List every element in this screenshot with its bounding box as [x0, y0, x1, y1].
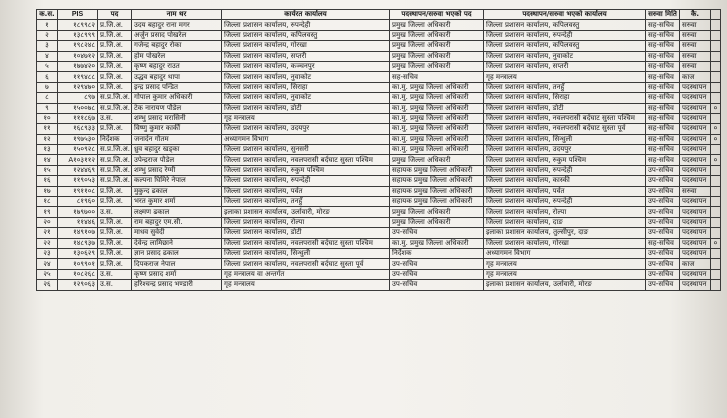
row-sn: ९: [37, 103, 58, 113]
row-name: माधव सुवेदी: [132, 228, 222, 238]
row-remark: सरुवा: [680, 186, 711, 196]
row-level: उप-सचिव: [646, 248, 680, 258]
row-office: जिल्ला प्रशासन कार्यालय, उदयपुर: [484, 145, 646, 155]
row-post: का.मु. प्रमुख जिल्ला अधिकारी: [390, 134, 484, 144]
row-remark: पदस्थापन: [680, 197, 711, 207]
row-post: उप-सचिव: [390, 259, 484, 269]
row-name: भरत कुमार शर्मा: [132, 197, 222, 207]
row-rank: उ.स.: [98, 113, 132, 123]
header-level-to: सरुवा मिति: [646, 10, 680, 20]
table-row: [37, 259, 721, 269]
row-level: उप-सचिव: [646, 280, 680, 290]
header-rank: पद: [98, 10, 132, 20]
row-level: सह-सचिव: [646, 41, 680, 51]
row-rank: प्र.जि.अ.: [98, 72, 132, 82]
row-name: हरिश्चन्द्र प्रसाद भण्डारी: [132, 280, 222, 290]
row-office: जिल्ला प्रशासन कार्यालय, तनहुँ: [484, 82, 646, 92]
row-current-office: जिल्ला प्रशासन कार्यालय, नवलपरासी बर्दघाट सुस्ता पश्चिम: [222, 155, 390, 165]
table-row: [37, 165, 721, 175]
row-office: जिल्ला प्रशासन कार्यालय, सिराहा: [484, 93, 646, 103]
row-name: राम बहादुर एम.सी.: [132, 217, 222, 227]
row-pis: ८९७: [58, 93, 98, 103]
row-name: गोपाल कुमार अधिकारी: [132, 93, 222, 103]
row-note: ०: [711, 238, 721, 248]
row-post: प्रमुख जिल्ला अधिकारी: [390, 217, 484, 227]
row-note: [711, 207, 721, 217]
row-note: ०: [711, 124, 721, 134]
row-name: विष्णु कुमार कार्की: [132, 124, 222, 134]
row-note: [711, 228, 721, 238]
row-office: जिल्ला प्रशासन कार्यालय, रोल्पा: [484, 207, 646, 217]
row-remark: सरुवा: [680, 20, 711, 30]
row-name: उपेन्द्रराज पौडेल: [132, 155, 222, 165]
row-name: कृष्ण बहादुर राउत: [132, 61, 222, 71]
row-rank: प्र.जि.अ.: [98, 30, 132, 40]
row-post: का.मु. प्रमुख जिल्ला अधिकारी: [390, 124, 484, 134]
table-row: [37, 186, 721, 196]
row-sn: ४: [37, 51, 58, 61]
row-pis: ११९०५३: [58, 176, 98, 186]
table-row: [37, 113, 721, 123]
row-post: सहायक प्रमुख जिल्ला अधिकारी: [390, 176, 484, 186]
row-post: सहायक प्रमुख जिल्ला अधिकारी: [390, 165, 484, 175]
table-row: [37, 207, 721, 217]
row-post: का.मु. प्रमुख जिल्ला अधिकारी: [390, 238, 484, 248]
row-level: सह-सचिव: [646, 103, 680, 113]
row-remark: पदस्थापन: [680, 217, 711, 227]
row-office: अध्यागमन विभाग: [484, 248, 646, 258]
row-name: उद्धव बहादुर थापा: [132, 72, 222, 82]
row-rank: प्र.जि.अ.: [98, 217, 132, 227]
row-rank: स.प्र.जि.अ.: [98, 103, 132, 113]
row-current-office: जिल्ला प्रशासन कार्यालय, सुनसरी: [222, 145, 390, 155]
row-note: ०: [711, 103, 721, 113]
row-current-office: गृह मन्त्रालय: [222, 280, 390, 290]
row-note: [711, 145, 721, 155]
row-note: ०: [711, 155, 721, 165]
row-remark: सरुवा: [680, 51, 711, 61]
table-row: [37, 145, 721, 155]
row-pis: १९८२४८: [58, 41, 98, 51]
row-sn: १०: [37, 113, 58, 123]
row-remark: पदस्थापन: [680, 82, 711, 92]
row-pis: १३०६२९: [58, 248, 98, 258]
row-current-office: गृह मन्त्रालय: [222, 113, 390, 123]
row-rank: उ.स.: [98, 207, 132, 217]
row-pis: १२४४६९: [58, 165, 98, 175]
table-row: [37, 269, 721, 279]
table-header-row: [37, 10, 721, 20]
row-remark: पदस्थापन: [680, 124, 711, 134]
row-current-office: जिल्ला प्रशासन कार्यालय, रुकुम पश्चिम: [222, 165, 390, 175]
row-remark: सरुवा: [680, 30, 711, 40]
row-post: का.मु. प्रमुख जिल्ला अधिकारी: [390, 82, 484, 92]
table-row: [37, 197, 721, 207]
header-note: [711, 10, 721, 20]
row-office: जिल्ला प्रशासन कार्यालय, कपिलवस्तु: [484, 20, 646, 30]
row-current-office: जिल्ला प्रशासन कार्यालय, तनहुँ: [222, 197, 390, 207]
row-note: [711, 186, 721, 196]
row-name: होम पोखरेल: [132, 51, 222, 61]
row-remark: पदस्थापन: [680, 207, 711, 217]
row-post: का.मु. प्रमुख जिल्ला अधिकारी: [390, 103, 484, 113]
table-row: [37, 124, 721, 134]
row-sn: ६: [37, 72, 58, 82]
row-level: सह-सचिव: [646, 113, 680, 123]
row-name: अर्जुन प्रसाद पोखरेल: [132, 30, 222, 40]
row-current-office: जिल्ला प्रशासन कार्यालय, सप्तरी: [222, 51, 390, 61]
header-post-from: पदस्थापन/सरुवा भएको पद: [390, 10, 484, 20]
table-row: [37, 280, 721, 290]
row-sn: २: [37, 30, 58, 40]
row-pis: १७९७००: [58, 207, 98, 217]
row-remark: काज: [680, 259, 711, 269]
row-sn: २१: [37, 228, 58, 238]
row-name: गजेन्द्र बहादुर रोका: [132, 41, 222, 51]
row-rank: प्र.जि.अ.: [98, 82, 132, 92]
row-post: सहायक प्रमुख जिल्ला अधिकारी: [390, 197, 484, 207]
header-name: नाम थर: [132, 10, 222, 20]
row-pis: ११९४८८: [58, 72, 98, 82]
row-current-office: जिल्ला प्रशासन कार्यालय, सिन्धुली: [222, 248, 390, 258]
row-level: सह-सचिव: [646, 72, 680, 82]
row-current-office: जिल्ला प्रशासन कार्यालय, रुपन्देही: [222, 176, 390, 186]
row-note: [711, 72, 721, 82]
row-current-office: इलाका प्रशासन कार्यालय, उर्लावारी, मोरङ: [222, 207, 390, 217]
row-level: उप-सचिव: [646, 228, 680, 238]
row-level: उप-सचिव: [646, 269, 680, 279]
row-note: [711, 41, 721, 51]
row-name: लक्ष्मण ढकाल: [132, 207, 222, 217]
row-remark: पदस्थापन: [680, 113, 711, 123]
row-sn: १२: [37, 134, 58, 144]
row-current-office: जिल्ला प्रशासन कार्यालय, पर्वत: [222, 186, 390, 196]
row-remark: पदस्थापन: [680, 103, 711, 113]
row-level: सह-सचिव: [646, 30, 680, 40]
row-rank: प्र.जि.अ.: [98, 124, 132, 134]
row-current-office: जिल्ला प्रशासन कार्यालय, नवलपरासी बर्दघाट सुस्ता पश्चिम: [222, 238, 390, 248]
row-level: उप-सचिव: [646, 207, 680, 217]
row-remark: पदस्थापन: [680, 238, 711, 248]
row-rank: प्र.जि.अ.: [98, 197, 132, 207]
row-note: [711, 113, 721, 123]
row-post: प्रमुख जिल्ला अधिकारी: [390, 207, 484, 217]
row-sn: ११: [37, 124, 58, 134]
row-level: उप-सचिव: [646, 259, 680, 269]
row-remark: पदस्थापन: [680, 134, 711, 144]
row-note: [711, 51, 721, 61]
row-remark: सरुवा: [680, 41, 711, 51]
row-level: सह-सचिव: [646, 20, 680, 30]
row-sn: ३: [37, 41, 58, 51]
row-name: टेक नारायण पौडेल: [132, 103, 222, 113]
row-current-office: जिल्ला प्रशासन कार्यालय, कपिलवस्तु: [222, 30, 390, 40]
row-pis: १९७५३०: [58, 134, 98, 144]
row-post: प्रमुख जिल्ला अधिकारी: [390, 30, 484, 40]
row-pis: ८१९६०: [58, 197, 98, 207]
header-current-office: कार्यरत कार्यालय: [222, 10, 390, 20]
row-rank: प्र.जि.अ.: [98, 238, 132, 248]
table-row: [37, 82, 721, 92]
row-office: जिल्ला प्रशासन कार्यालय, नवलपरासी बर्दघाट सुस्ता पूर्व: [484, 124, 646, 134]
row-note: ०: [711, 134, 721, 144]
row-office: जिल्ला प्रशासन कार्यालय, कपिलवस्तु: [484, 41, 646, 51]
table-row: [37, 72, 721, 82]
row-sn: २३: [37, 248, 58, 258]
row-pis: १०९९०१: [58, 259, 98, 269]
row-name: शम्भु प्रसाद मरासिनी: [132, 113, 222, 123]
row-remark: पदस्थापन: [680, 155, 711, 165]
row-office: जिल्ला प्रशासन कार्यालय, रुपन्देही: [484, 197, 646, 207]
table-row: [37, 61, 721, 71]
row-rank: निर्देशक: [98, 134, 132, 144]
row-sn: ७: [37, 82, 58, 92]
row-office: जिल्ला प्रशासन कार्यालय, डोटी: [484, 103, 646, 113]
row-office: जिल्ला प्रशासन कार्यालय, नवलपरासी बर्दघाट सुस्ता पश्चिम: [484, 113, 646, 123]
row-name: जनार्दन गौतम: [132, 134, 222, 144]
row-sn: १६: [37, 176, 58, 186]
header-office-to: पदस्थापन/सरुवा भएको कार्यालय: [484, 10, 646, 20]
row-level: सह-सचिव: [646, 124, 680, 134]
row-name: उदय बहादुर राना मगर: [132, 20, 222, 30]
row-post: प्रमुख जिल्ला अधिकारी: [390, 61, 484, 71]
row-current-office: जिल्ला प्रशासन कार्यालय, नुवाकोट: [222, 93, 390, 103]
row-post: उप-सचिव: [390, 269, 484, 279]
row-sn: २०: [37, 217, 58, 227]
row-level: उप-सचिव: [646, 176, 680, 186]
row-current-office: जिल्ला प्रशासन कार्यालय, नवलपरासी बर्दघाट सुस्ता पूर्व: [222, 259, 390, 269]
table-row: [37, 176, 721, 186]
row-sn: १३: [37, 145, 58, 155]
header-sn: क.स.: [37, 10, 58, 20]
row-current-office: जिल्ला प्रशासन कार्यालय, उदयपुर: [222, 124, 390, 134]
row-rank: प्र.जि.अ.: [98, 61, 132, 71]
row-rank: उ.स.: [98, 269, 132, 279]
row-name: शम्भु प्रसाद रेग्मी: [132, 165, 222, 175]
row-pis: A१०३११२: [58, 155, 98, 165]
row-rank: स.प्र.जि.अ.: [98, 155, 132, 165]
row-pis: १६८९३३: [58, 124, 98, 134]
table-row: [37, 228, 721, 238]
row-pis: १४९१०७: [58, 228, 98, 238]
row-pis: १०८२६८: [58, 269, 98, 279]
table-row: [37, 134, 721, 144]
row-rank: प्र.जि.अ.: [98, 41, 132, 51]
row-rank: प्र.जि.अ.: [98, 248, 132, 258]
row-office: इलाका प्रशासन कार्यालय, तुल्सीपुर, दाङ: [484, 228, 646, 238]
row-rank: उ.स.: [98, 280, 132, 290]
row-remark: पदस्थापन: [680, 280, 711, 290]
row-remark: पदस्थापन: [680, 145, 711, 155]
row-sn: १८: [37, 197, 58, 207]
row-level: सह-सचिव: [646, 238, 680, 248]
table-row: [37, 41, 721, 51]
row-post: प्रमुख जिल्ला अधिकारी: [390, 20, 484, 30]
row-office: इलाका प्रशासन कार्यालय, उर्लावारी, मोरङ: [484, 280, 646, 290]
row-pis: १११८६७: [58, 113, 98, 123]
row-pis: १३८९९९: [58, 30, 98, 40]
row-office: जिल्ला प्रशासन कार्यालय, सप्तरी: [484, 61, 646, 71]
row-sn: १७: [37, 186, 58, 196]
table-row: [37, 51, 721, 61]
row-name: देवेन्द्र लामिछाने: [132, 238, 222, 248]
row-name: इन्द्र प्रसाद पन्डित: [132, 82, 222, 92]
row-note: [711, 197, 721, 207]
row-level: उप-सचिव: [646, 217, 680, 227]
row-note: [711, 20, 721, 30]
row-current-office: जिल्ला प्रशासन कार्यालय, डोटी: [222, 103, 390, 113]
row-sn: १४: [37, 155, 58, 165]
row-post: का.मु. प्रमुख जिल्ला अधिकारी: [390, 113, 484, 123]
row-remark: सरुवा: [680, 61, 711, 71]
row-pis: १७७४२०: [58, 61, 98, 71]
row-rank: प्र.जि.अ.: [98, 51, 132, 61]
row-post: उप-सचिव: [390, 228, 484, 238]
row-note: [711, 165, 721, 175]
row-pis: १९११०८: [58, 186, 98, 196]
row-post: का.मु. प्रमुख जिल्ला अधिकारी: [390, 93, 484, 103]
row-note: [711, 269, 721, 279]
table-row: [37, 217, 721, 227]
row-current-office: अध्यागमन विभाग: [222, 134, 390, 144]
row-office: जिल्ला प्रशासन कार्यालय, रुपन्देही: [484, 30, 646, 40]
row-sn: २६: [37, 280, 58, 290]
row-rank: स.प्र.जि.अ.: [98, 145, 132, 155]
row-office: जिल्ला प्रशासन कार्यालय, नुवाकोट: [484, 51, 646, 61]
row-sn: २५: [37, 269, 58, 279]
row-remark: पदस्थापन: [680, 269, 711, 279]
row-rank: प्र.जि.अ.: [98, 259, 132, 269]
table-row: [37, 20, 721, 30]
row-note: [711, 30, 721, 40]
row-office: गृह मन्त्रालय: [484, 72, 646, 82]
row-office: जिल्ला प्रशासन कार्यालय, दाङ: [484, 217, 646, 227]
row-rank: प्र.जि.अ.: [98, 20, 132, 30]
row-remark: पदस्थापन: [680, 248, 711, 258]
row-name: कल्पना घिमिरे नेपाल: [132, 176, 222, 186]
row-current-office: जिल्ला प्रशासन कार्यालय, कञ्चनपुर: [222, 61, 390, 71]
row-note: [711, 259, 721, 269]
row-current-office: जिल्ला प्रशासन कार्यालय, रुपन्देही: [222, 20, 390, 30]
row-note: [711, 82, 721, 92]
row-level: सह-सचिव: [646, 61, 680, 71]
row-level: उप-सचिव: [646, 197, 680, 207]
row-office: जिल्ला प्रशासन कार्यालय, रुकुम पश्चिम: [484, 155, 646, 165]
row-current-office: जिल्ला प्रशासन कार्यालय, नुवाकोट: [222, 72, 390, 82]
row-level: सह-सचिव: [646, 155, 680, 165]
row-rank: प्र.जि.अ.: [98, 186, 132, 196]
row-name: मुकुन्द ढकाल: [132, 186, 222, 196]
row-office: जिल्ला प्रशासन कार्यालय, सिन्धुली: [484, 134, 646, 144]
row-post: प्रमुख जिल्ला अधिकारी: [390, 155, 484, 165]
row-pis: १८९९८२: [58, 20, 98, 30]
row-name: दिपकराज नेपाल: [132, 259, 222, 269]
row-current-office: गृह मन्त्रालय वा अन्तर्गत: [222, 269, 390, 279]
row-sn: १: [37, 20, 58, 30]
row-note: [711, 93, 721, 103]
row-pis: १२९०६३: [58, 280, 98, 290]
row-pis: १५०९२८: [58, 145, 98, 155]
row-pis: १४८९३७: [58, 238, 98, 248]
row-post: निर्देशक: [390, 248, 484, 258]
row-remark: पदस्थापन: [680, 176, 711, 186]
row-post: सहायक प्रमुख जिल्ला अधिकारी: [390, 186, 484, 196]
row-sn: ८: [37, 93, 58, 103]
table-row: [37, 93, 721, 103]
row-level: उप-सचिव: [646, 186, 680, 196]
row-post: का.मु. प्रमुख जिल्ला अधिकारी: [390, 145, 484, 155]
row-level: सह-सचिव: [646, 145, 680, 155]
row-post: प्रमुख जिल्ला अधिकारी: [390, 51, 484, 61]
row-note: [711, 280, 721, 290]
row-remark: पदस्थापन: [680, 165, 711, 175]
row-rank: स.प्र.जि.अ.: [98, 165, 132, 175]
row-level: उप-सचिव: [646, 165, 680, 175]
header-pis: PIS: [58, 10, 98, 20]
row-note: [711, 176, 721, 186]
row-remark: पदस्थापन: [680, 93, 711, 103]
row-sn: १९: [37, 207, 58, 217]
table-row: [37, 103, 721, 113]
row-office: जिल्ला प्रशासन कार्यालय, कास्की: [484, 176, 646, 186]
row-post: प्रमुख जिल्ला अधिकारी: [390, 41, 484, 51]
header-remarks: कै.: [680, 10, 711, 20]
row-note: [711, 217, 721, 227]
row-office: जिल्ला प्रशासन कार्यालय, गोरखा: [484, 238, 646, 248]
row-sn: ५: [37, 61, 58, 71]
row-rank: प्र.जि.अ.: [98, 228, 132, 238]
row-office: गृह मन्त्रालय: [484, 259, 646, 269]
row-rank: स.प्र.जि.अ.: [98, 176, 132, 186]
row-rank: स.प्र.जि.अ.: [98, 93, 132, 103]
row-name: कृष्ण प्रसाद शर्मा: [132, 269, 222, 279]
row-level: सह-सचिव: [646, 82, 680, 92]
row-current-office: जिल्ला प्रशासन कार्यालय, गोरखा: [222, 41, 390, 51]
row-note: [711, 248, 721, 258]
row-current-office: जिल्ला प्रशासन कार्यालय, डोटी: [222, 228, 390, 238]
row-office: जिल्ला प्रशासन कार्यालय, पर्वत: [484, 186, 646, 196]
row-pis: १०४७१२: [58, 51, 98, 61]
row-post: सह-सचिव: [390, 72, 484, 82]
row-office: जिल्ला प्रशासन कार्यालय, रुपन्देही: [484, 165, 646, 175]
row-pis: १२९४७०: [58, 82, 98, 92]
row-name: ध्रुव बहादुर खड्का: [132, 145, 222, 155]
row-pis: १५००७८: [58, 103, 98, 113]
row-level: सह-सचिव: [646, 93, 680, 103]
row-office: गृह मन्त्रालय: [484, 269, 646, 279]
table-row: [37, 155, 721, 165]
row-sn: १५: [37, 165, 58, 175]
table-row: [37, 238, 721, 248]
row-level: सह-सचिव: [646, 134, 680, 144]
row-level: सह-सचिव: [646, 51, 680, 61]
row-note: [711, 61, 721, 71]
row-name: ज्ञान प्रसाद ढकाल: [132, 248, 222, 258]
row-current-office: जिल्ला प्रशासन कार्यालय, सिराहा: [222, 82, 390, 92]
table-row: [37, 248, 721, 258]
table-row: [37, 30, 721, 40]
row-sn: २२: [37, 238, 58, 248]
row-sn: २४: [37, 259, 58, 269]
row-post: उप-सचिव: [390, 280, 484, 290]
row-remark: काज: [680, 72, 711, 82]
transfer-table: [36, 9, 721, 291]
row-remark: पदस्थापन: [680, 228, 711, 238]
row-current-office: जिल्ला प्रशासन कार्यालय, रोल्पा: [222, 217, 390, 227]
row-pis: ११४४६: [58, 217, 98, 227]
